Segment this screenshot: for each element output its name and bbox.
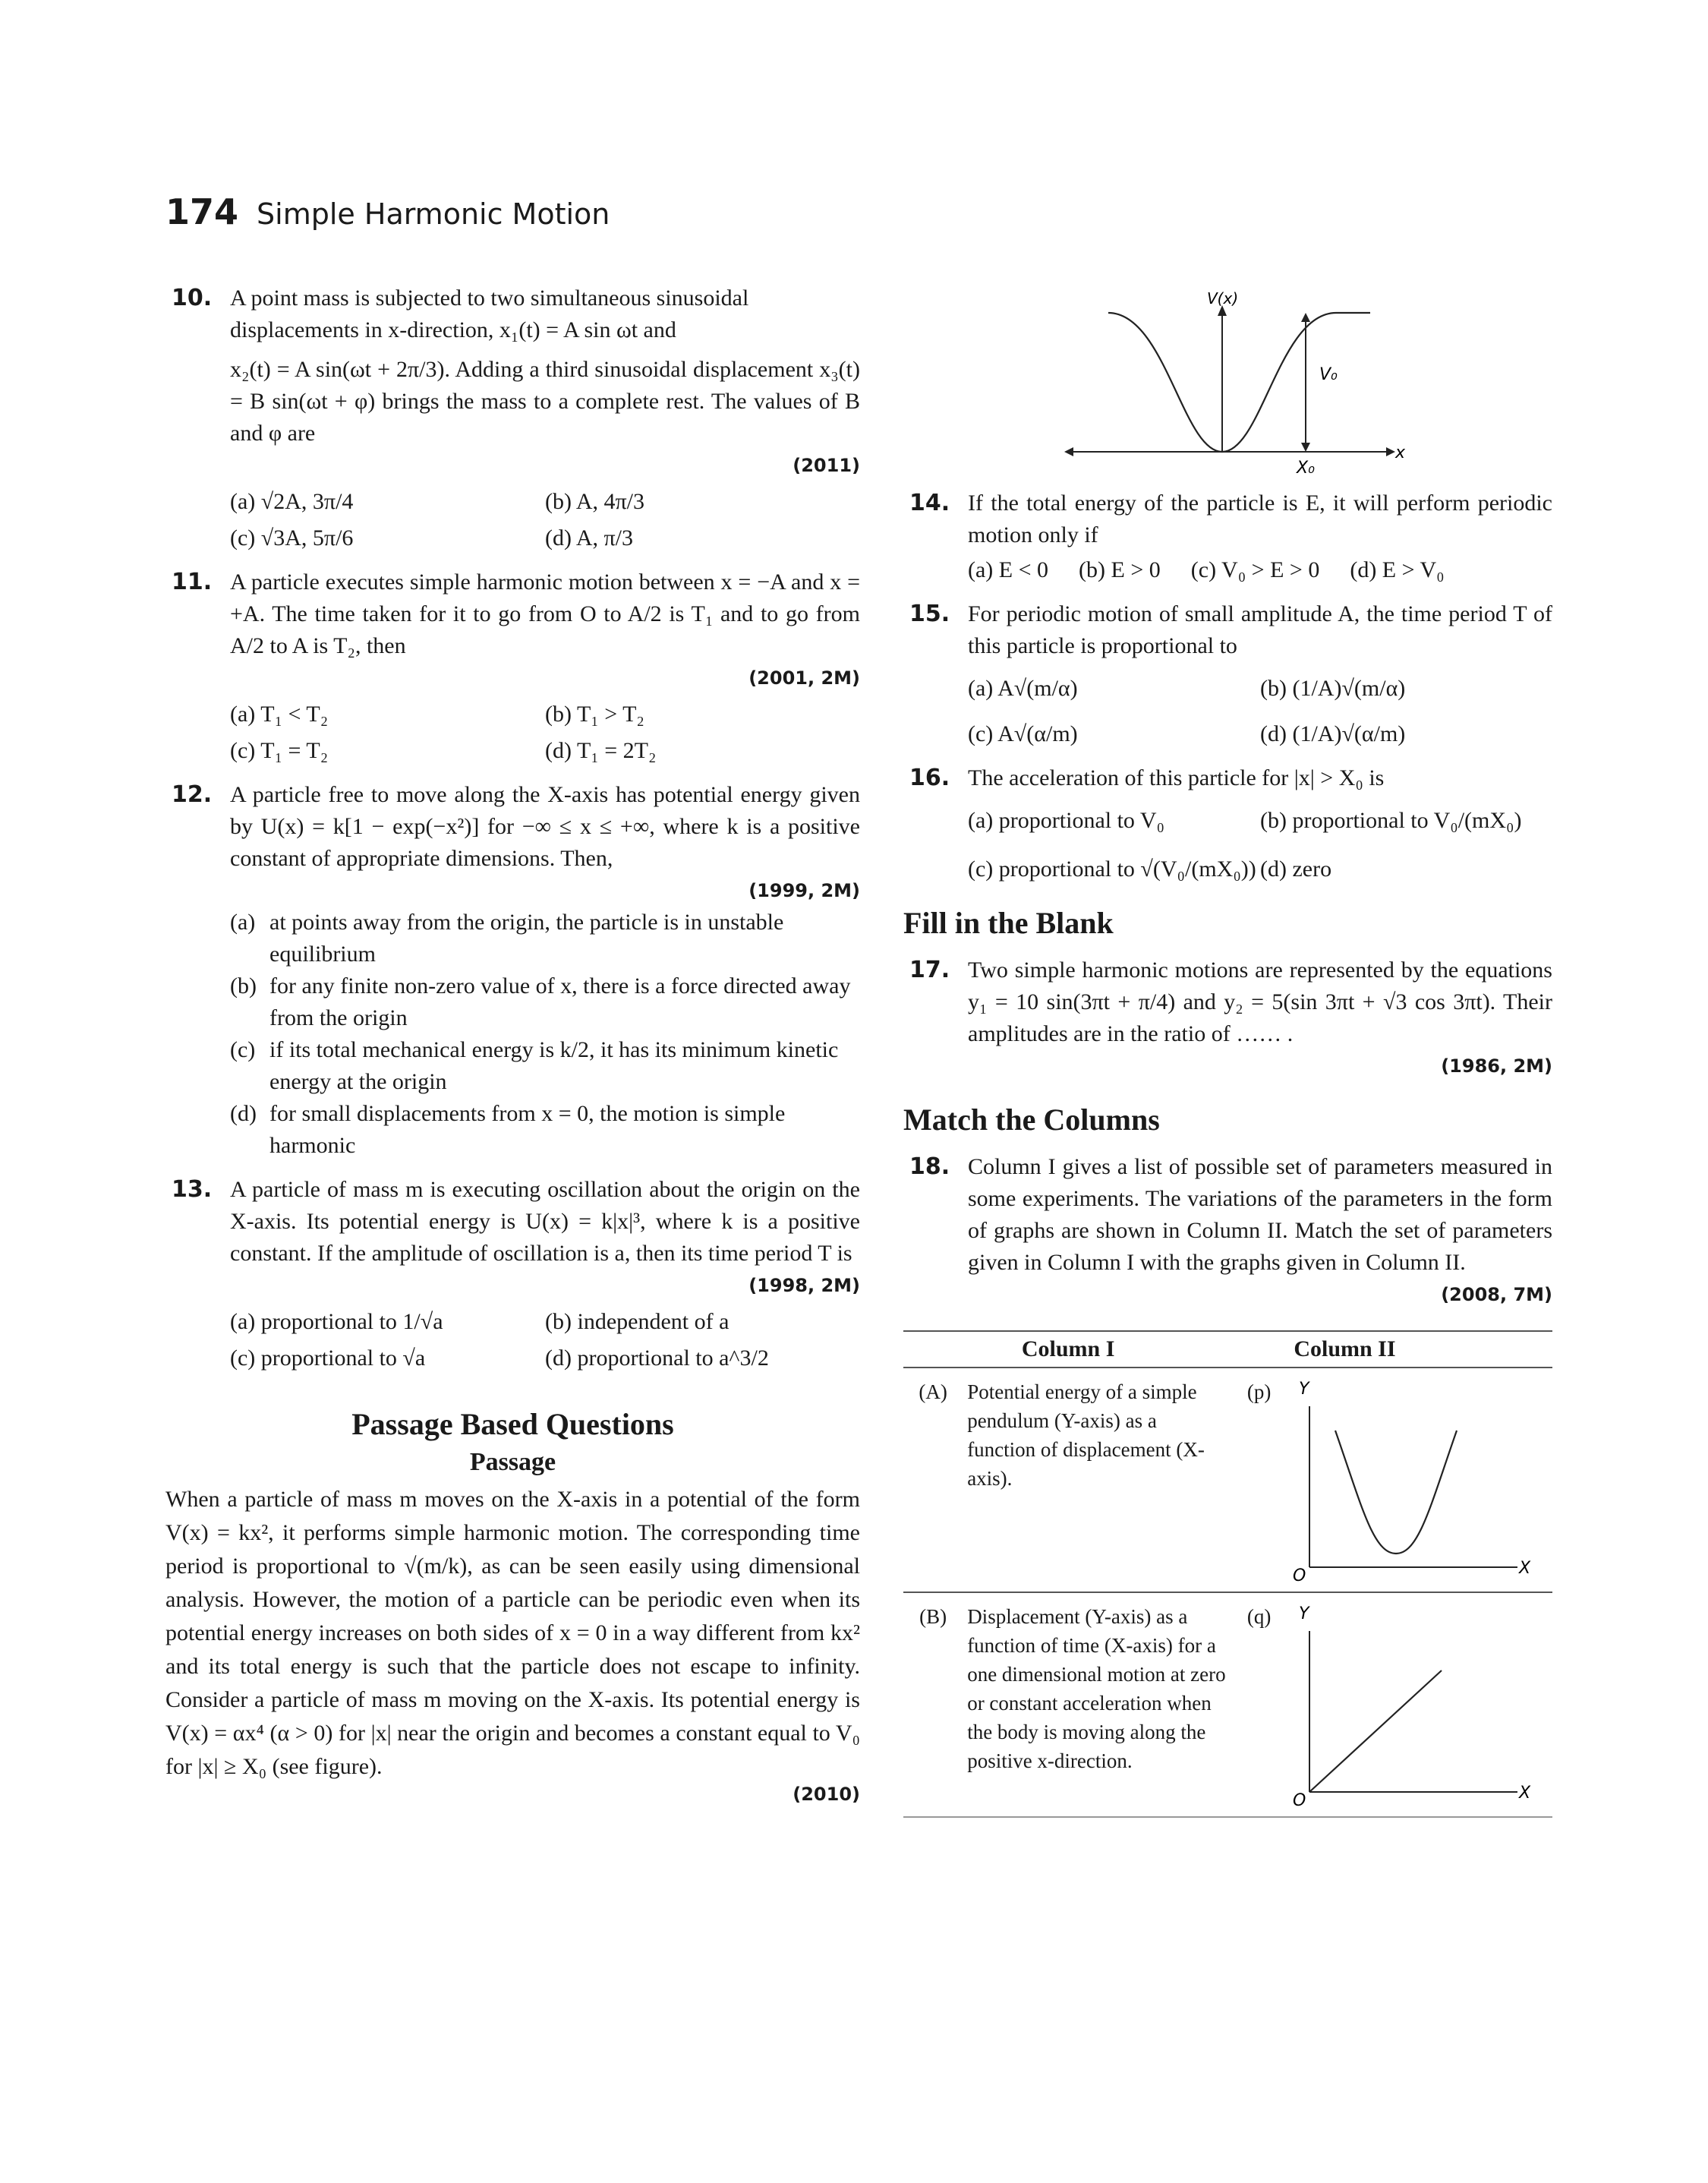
option-c: (c) T₁ = T₂ [230,738,329,763]
row-text: Potential energy of a simple pendulum (Y-axis) as a function of displacement (X-axis). [963,1368,1233,1592]
graph-q [1290,1602,1548,1807]
statement-d: (d) for small displacements from x = 0, the motion is simple harmonic [230,1101,786,1158]
row-text: Displacement (Y-axis) as a function of time (X-axis) for a one dimensional motion at zero or constant acceleration when the body is moving along the positive x-direction. [963,1592,1233,1817]
question-15 [903,598,1552,750]
question-number: 17. [909,957,950,983]
option-c: (c) A√(α/m) [968,721,1078,746]
graph-x-label: X [1519,1784,1531,1803]
row-label: (B) [903,1592,963,1817]
graph-line [1309,1670,1442,1792]
question-number: 10. [172,285,213,311]
x-axis-arrow-left [1064,447,1073,456]
page-title: Simple Harmonic Motion [257,197,610,231]
options [230,699,860,767]
figure-x-label: x [1395,443,1406,462]
option-d: (d) (1/A)√(α/m) [1260,721,1406,746]
option-b: (b) E > 0 [1079,557,1161,582]
column-header: Column II [1233,1331,1552,1368]
option-c: (c) V₀ > E > 0 [1190,557,1320,582]
passage-subheading: Passage [469,1448,556,1476]
v0-arrow-bottom [1301,443,1310,452]
options [968,805,1552,885]
question-text: A particle executes simple harmonic motion between x = −A and x = +A. The time taken for it to go from O to A/2 is T₁ and to go from A/2 to A is T₂, then [230,569,860,658]
graph-parabola [1335,1431,1457,1554]
option-d: (d) A, π/3 [545,525,633,550]
options [230,486,860,554]
passage-text: When a particle of mass m moves on the X-axis in a potential of the form V(x) = kx², it performs simple harmonic motion. The corresponding time period is proportional to √(m/k), as can be seen easily using dimensional analysis. However, the motion of a particle can be periodic even when its potential energy increases on both sides of x = 0 in a way different from kx² and its total energy is such that the particle does not escape to infinity. Consider a particle of mass m moving on the X-axis. Its potential energy is V(x) = αx⁴ (α > 0) for |x| near the origin and becomes a constant equal to V₀ for |x| ≥ X₀ (see figure). [165,1487,860,1779]
year-tag: (2010) [793,1784,860,1805]
v0-arrow-top [1301,313,1310,322]
left-column [165,282,860,1805]
page-header [165,191,610,232]
statement-a: (a) at points away from the origin, the particle is in unstable equilibrium [230,910,784,967]
graph-y-label: Y [1299,1380,1309,1399]
question-number: 14. [909,490,950,516]
graph-label: (q) [1233,1592,1285,1817]
page-number: 174 [165,191,239,232]
question-text: The acceleration of this particle for |x| > X₀ is [968,765,1385,790]
year-tag: (2008, 7M) [1441,1284,1552,1305]
graph-p [1290,1377,1548,1582]
graph-origin-label: O [1293,1791,1306,1807]
question-text: For periodic motion of small amplitude A, the time period T of this particle is proportional to [968,601,1552,658]
option-c: (c) proportional to √(V₀/(mX₀)) [968,856,1256,882]
question-14 [903,487,1552,586]
column-header: Column I [903,1331,1233,1368]
passage-heading: Passage Based Questions [351,1407,674,1441]
option-b: (b) A, 4π/3 [545,489,644,514]
question-text: Column I gives a list of possible set of parameters measured in some experiments. The variations of the parameters in the form of graphs are shown in Column II. Match the set of parameters given in Column I with the graphs given in Column II. [968,1154,1552,1275]
option-d: (d) zero [1260,856,1332,882]
question-text: A particle of mass m is executing oscillation about the origin on the X-axis. Its potential energy is U(x) = k|x|³, where k is a positive constant. If the amplitude of oscillation is a, then its time period T is [230,1177,860,1266]
question-number: 13. [172,1176,213,1203]
option-c: (c) √3A, 5π/6 [230,525,354,550]
graph-cell [1285,1592,1552,1817]
question-number: 18. [909,1153,950,1180]
question-17 [903,954,1552,1082]
graph-label: (p) [1233,1368,1285,1592]
x-axis-arrow-right [1386,447,1395,456]
option-b: (b) (1/A)√(m/α) [1260,676,1406,701]
year-tag: (2001, 2M) [748,667,860,689]
option-a: (a) T₁ < T₂ [230,702,329,727]
option-d: (d) T₁ = 2T₂ [545,738,657,763]
question-number: 12. [172,781,213,808]
option-b: (b) independent of a [545,1309,730,1334]
option-b: (b) T₁ > T₂ [545,702,644,727]
right-column [903,289,1552,1818]
figure-x0-label: X₀ [1297,459,1315,478]
question-text: x₂(t) = A sin(ωt + 2π/3). Adding a third sinusoidal displacement x₃(t) = B sin(ωt + φ) brings the mass to a complete rest. The values of B and φ are [230,357,860,446]
table-row [903,1368,1552,1592]
options [230,1306,860,1374]
option-a: (a) E < 0 [968,557,1049,582]
statement-c: (c) if its total mechanical energy is k/2, it has its minimum kinetic energy at the origin [230,1037,839,1094]
question-text: A particle free to move along the X-axis has potential energy given by U(x) = k[1 − exp(−x²)] for −∞ ≤ x ≤ +∞, where k is a positive constant of appropriate dimensions. Then, [230,782,860,871]
year-tag: (2011) [793,455,860,476]
statement-b: (b) for any finite non-zero value of x, there is a force directed away from the origin [230,973,851,1030]
option-c: (c) proportional to √a [230,1345,426,1371]
question-number: 16. [909,765,950,791]
question-18 [903,1151,1552,1311]
options [968,673,1552,750]
question-text: A point mass is subjected to two simultaneous sinusoidal displacements in x-direction, x₁(t) = A sin ωt and [230,285,749,342]
graph-origin-label: O [1293,1566,1306,1582]
year-tag: (1998, 2M) [748,1275,860,1296]
option-b: (b) proportional to V₀/(mX₀) [1260,808,1522,833]
question-16 [903,762,1552,885]
row-label: (A) [903,1368,963,1592]
question-13 [165,1174,860,1374]
options [968,554,1552,586]
graph-x-label: X [1519,1559,1531,1578]
table-header-row [903,1331,1552,1368]
graph-y-label: Y [1299,1604,1309,1623]
question-10 [165,282,860,554]
year-tag: (1986, 2M) [1441,1055,1552,1077]
table-row [903,1592,1552,1817]
question-11 [165,566,860,767]
question-number: 11. [172,569,213,595]
option-a: (a) √2A, 3π/4 [230,489,354,514]
question-number: 15. [909,601,950,627]
figure-v0-label: V₀ [1319,365,1338,384]
year-tag: (1999, 2M) [748,880,860,901]
option-d: (d) proportional to a^3/2 [545,1345,769,1371]
fill-in-blank-heading: Fill in the Blank [903,906,1114,940]
graph-cell [1285,1368,1552,1592]
question-12 [165,779,860,1162]
match-columns-heading: Match the Columns [903,1103,1160,1137]
question-text: If the total energy of the particle is E, it will perform periodic motion only if [968,491,1552,547]
figure-y-label: V(x) [1207,289,1239,308]
potential-figure [903,289,1552,478]
option-a: (a) proportional to V₀ [968,808,1165,833]
match-table [903,1330,1552,1818]
option-d: (d) E > V₀ [1350,557,1445,582]
question-text: Two simple harmonic motions are represented by the equations y₁ = 10 sin(3πt + π/4) and y₂ = 5(sin 3πt + √3 cos 3πt). Their amplitudes are in the ratio of …… . [968,957,1552,1046]
option-a: (a) A√(m/α) [968,676,1078,701]
option-a: (a) proportional to 1/√a [230,1309,443,1334]
